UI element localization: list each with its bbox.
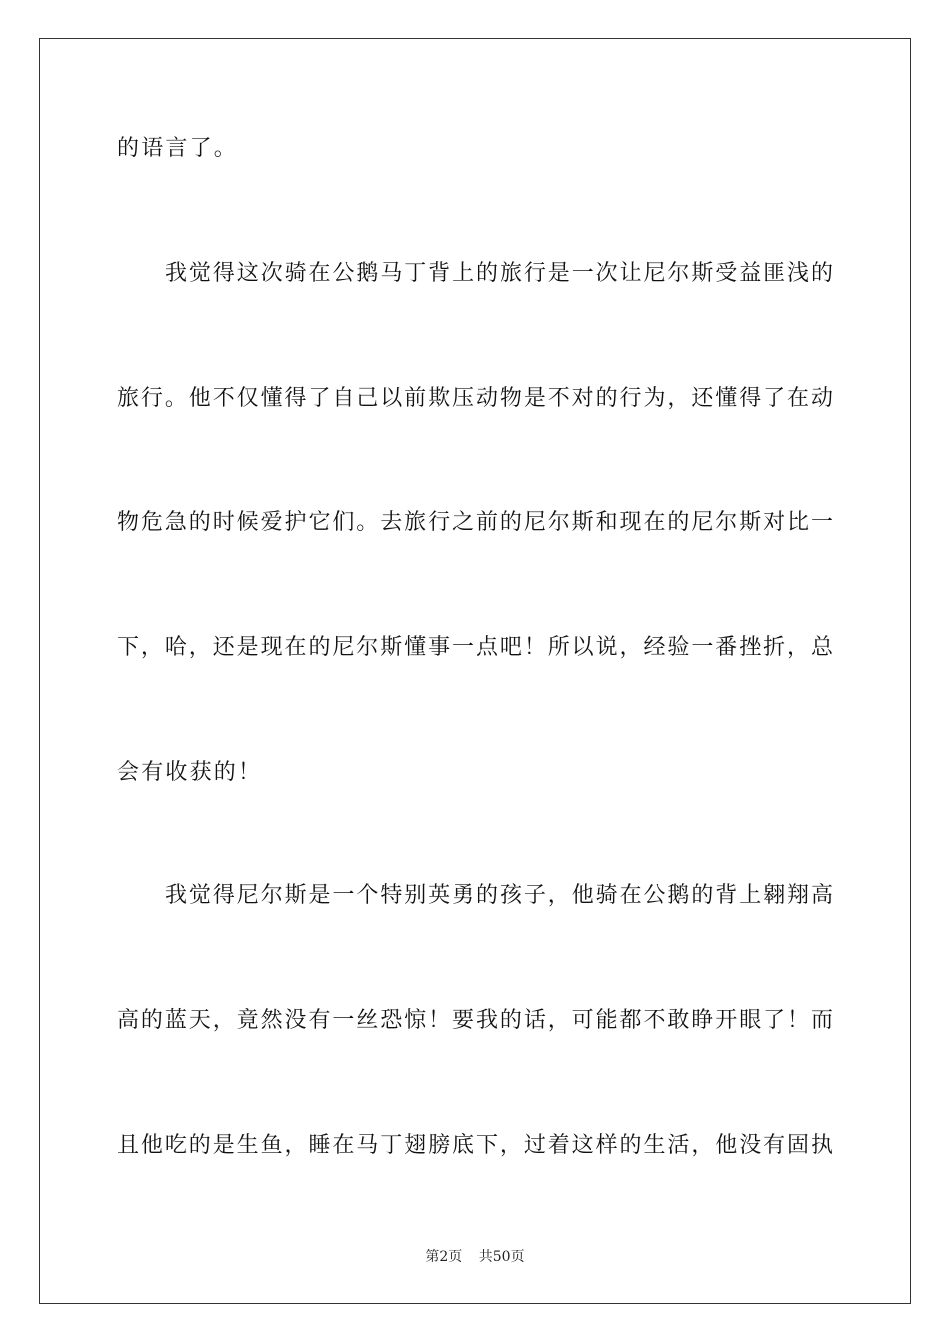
text-line-8: 高的蓝天，竟然没有一丝恐惊！要我的话，可能都不敢睁开眼了！而 (117, 1008, 833, 1033)
text-line-4: 物危急的时候爱护它们。去旅行之前的尼尔斯和现在的尼尔斯对比一 (117, 510, 833, 535)
text-line-9: 且他吃的是生鱼，睡在马丁翅膀底下，过着这样的生活，他没有固执 (117, 1133, 833, 1158)
page-footer (0, 1248, 950, 1266)
text-line-6: 会有收获的！ (117, 760, 263, 785)
page-frame (39, 38, 911, 1304)
text-line-1: 的语言了。 (117, 136, 239, 161)
text-line-5: 下，哈，还是现在的尼尔斯懂事一点吧！所以说，经验一番挫折，总 (117, 635, 833, 660)
total-pages: 共50页 (478, 1249, 525, 1265)
page-number: 第2页 (425, 1249, 463, 1265)
text-line-7: 我觉得尼尔斯是一个特别英勇的孩子，他骑在公鹅的背上翱翔高 (165, 883, 833, 908)
text-line-3: 旅行。他不仅懂得了自己以前欺压动物是不对的行为，还懂得了在动 (117, 386, 833, 411)
text-line-2: 我觉得这次骑在公鹅马丁背上的旅行是一次让尼尔斯受益匪浅的 (165, 261, 833, 286)
